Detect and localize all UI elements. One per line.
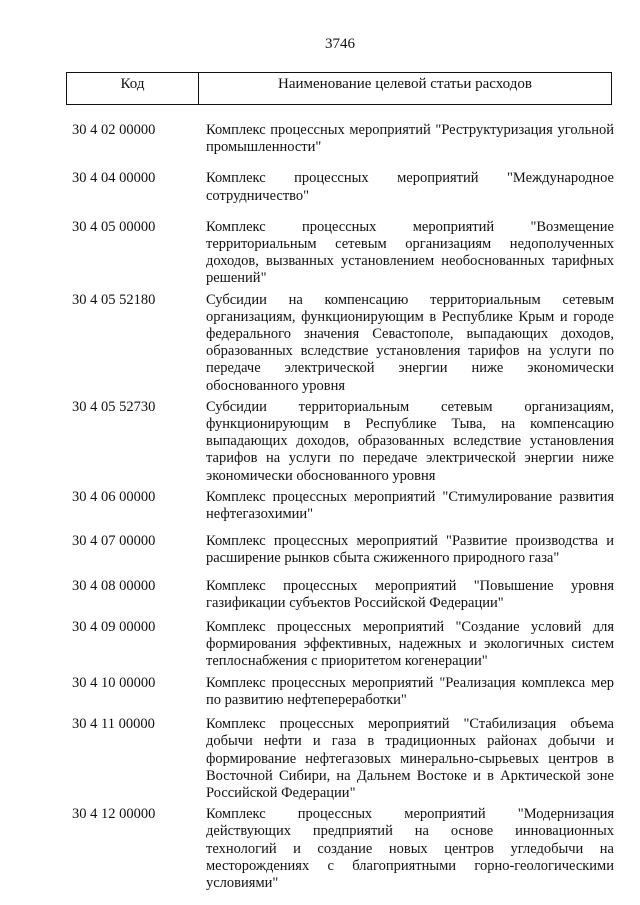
table-row <box>66 170 614 204</box>
row-code: 30 4 05 00000 <box>72 218 156 235</box>
row-name: Комплекс процессных мероприятий "Реструктуризация угольной промышленности" <box>206 122 614 156</box>
row-code: 30 4 08 00000 <box>72 577 156 594</box>
row-name: Комплекс процессных мероприятий "Реализация комплекса мер по развитию нефтепереработки" <box>206 674 614 708</box>
row-name: Комплекс процессных мероприятий "Развитие производства и расширение рынков сбыта сжиженного природного газа" <box>206 533 614 567</box>
table-row <box>66 578 614 612</box>
row-code: 30 4 11 00000 <box>72 716 155 733</box>
table-row <box>66 399 614 485</box>
row-code: 30 4 04 00000 <box>72 170 156 187</box>
budget-items-list <box>66 122 614 892</box>
row-name: Комплекс процессных мероприятий "Стабилизация объема добычи нефти и газа в традиционных районах добычи и формирование нефтегазовых минерально-сырьевых центров в Восточной Сибири, на Дальнем Востоке и в Арктической зоне Российской Федерации" <box>206 716 614 801</box>
row-name: Субсидии на компенсацию территориальным сетевым организациям, функционирующим в Республике Крым и городе федерального значения Севастополе, выпадающих доходов, образованных вследствие установления тарифов на услуги по передаче электрической энергии ниже экономически обоснованного уровня <box>206 291 614 394</box>
row-name: Комплекс процессных мероприятий "Модернизация действующих предприятий на основе инновационных технологий и создание новых центров угледобычи на месторождениях с благоприятными горно-геологическими условиями" <box>206 806 614 891</box>
table-row <box>66 533 614 567</box>
row-name: Субсидии территориальным сетевым организациям, функционирующим в Республике Тыва, на компенсацию выпадающих доходов, образованных вследствие установления тарифов на услуги по передаче электрической энергии ниже экономически обоснованного уровня <box>206 398 614 484</box>
row-name: Комплекс процессных мероприятий "Повышение уровня газификации субъектов Российской Федерации" <box>206 577 614 611</box>
header-name: Наименование целевой статьи расходов <box>278 76 532 92</box>
row-code: 30 4 09 00000 <box>72 619 156 636</box>
table-row <box>66 219 614 288</box>
table-row <box>66 489 614 523</box>
row-code: 30 4 05 52730 <box>72 398 156 415</box>
row-name: Комплекс процессных мероприятий "Возмещение территориальным сетевым организациям недополученных доходов, вызванных установлением необоснованных тарифных решений" <box>206 218 614 287</box>
table-row <box>66 716 614 802</box>
table-row <box>66 675 614 709</box>
row-code: 30 4 02 00000 <box>72 122 156 138</box>
row-name: Комплекс процессных мероприятий "Международное сотрудничество" <box>206 170 614 204</box>
row-name: Комплекс процессных мероприятий "Стимулирование развития нефтегазохимии" <box>206 488 614 523</box>
table-row <box>66 619 614 671</box>
row-name: Комплекс процессных мероприятий "Создание условий для формирования эффективных, надежных и экологичных систем теплоснабжения с приоритетом когенерации" <box>206 619 614 670</box>
table-header <box>66 72 612 105</box>
table-row <box>66 122 614 156</box>
table-row <box>66 292 614 395</box>
row-code: 30 4 06 00000 <box>72 488 156 505</box>
row-code: 30 4 05 52180 <box>72 291 156 308</box>
header-code: Код <box>67 73 199 104</box>
row-code: 30 4 07 00000 <box>72 533 156 550</box>
row-code: 30 4 12 00000 <box>72 806 156 823</box>
page-number: 3746 <box>325 36 355 52</box>
row-code: 30 4 10 00000 <box>72 674 156 691</box>
table-row <box>66 806 614 892</box>
